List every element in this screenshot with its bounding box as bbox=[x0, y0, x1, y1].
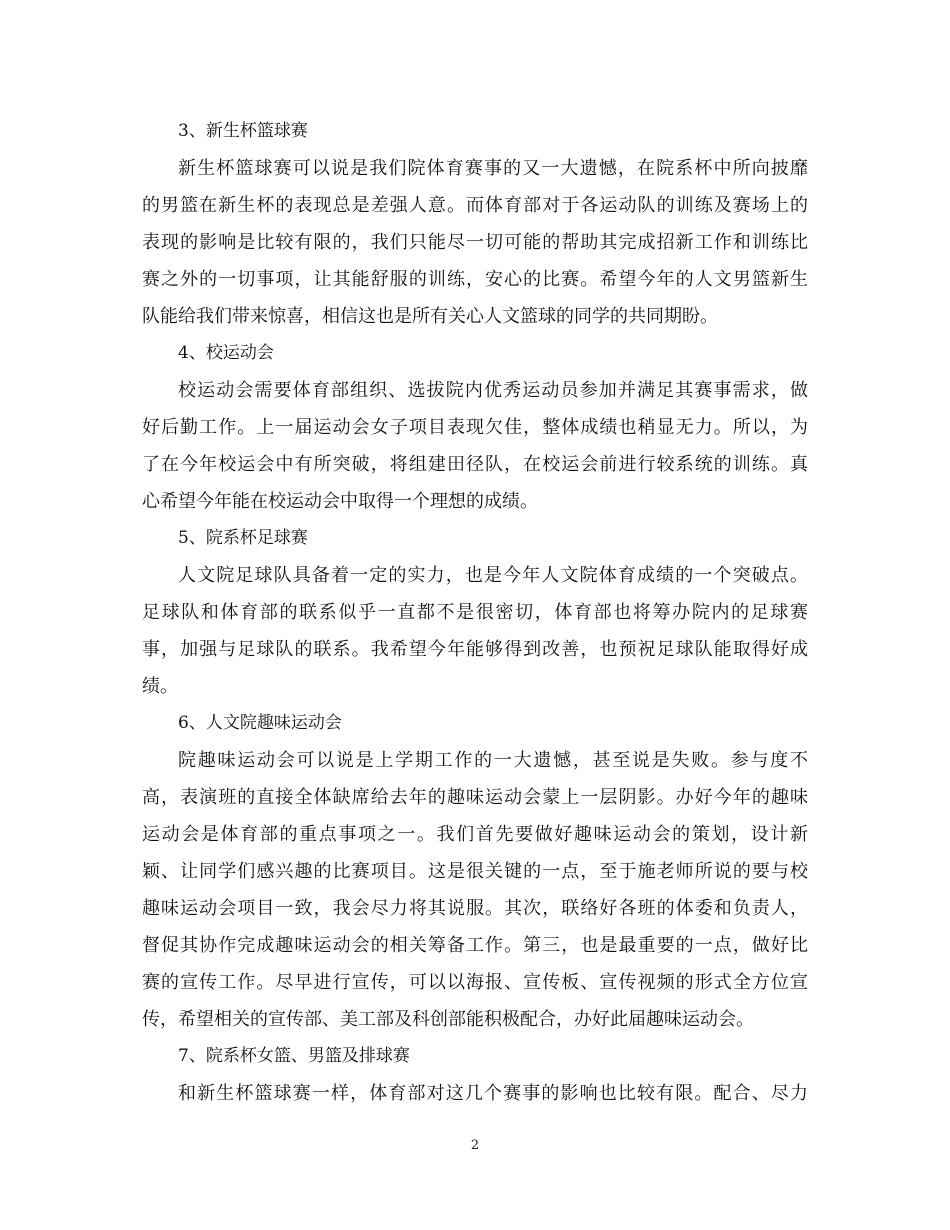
page-number: 2 bbox=[470, 1138, 480, 1153]
paragraph-line: 事，加强与足球队的联系。我希望今年能够得到改善，也预祝足球队能取得好成 bbox=[142, 639, 808, 660]
section-heading: 5、院系杯足球赛 bbox=[178, 528, 308, 548]
paragraph-line: 绩。 bbox=[142, 676, 178, 697]
paragraph-line: 高，表演班的直接全体缺席给去年的趣味运动会蒙上一层阴影。办好今年的趣味 bbox=[142, 787, 808, 808]
paragraph-line: 的男篮在新生杯的表现总是差强人意。而体育部对于各运动队的训练及赛场上的 bbox=[142, 195, 808, 216]
paragraph-line: 足球队和体育部的联系似乎一直都不是很密切，体育部也将筹办院内的足球赛 bbox=[142, 602, 808, 623]
paragraph-line: 督促其协作完成趣味运动会的相关筹备工作。第三，也是最重要的一点，做好比 bbox=[142, 935, 808, 956]
paragraph-line: 新生杯篮球赛可以说是我们院体育赛事的又一大遗憾，在院系杯中所向披靡 bbox=[178, 158, 808, 179]
paragraph-line: 赛之外的一切事项，让其能舒服的训练，安心的比赛。希望今年的人文男篮新生 bbox=[142, 269, 808, 290]
section-heading: 3、新生杯篮球赛 bbox=[178, 121, 308, 141]
paragraph-line: 心希望今年能在校运动会中取得一个理想的成绩。 bbox=[142, 491, 538, 512]
paragraph-line: 和新生杯篮球赛一样，体育部对这几个赛事的影响也比较有限。配合、尽力 bbox=[178, 1083, 808, 1104]
section-heading: 7、院系杯女篮、男篮及排球赛 bbox=[178, 1046, 410, 1066]
paragraph-line: 校运动会需要体育部组织、选拔院内优秀运动员参加并满足其赛事需求，做 bbox=[178, 380, 808, 401]
paragraph-line: 好后勤工作。上一届运动会女子项目表现欠佳，整体成绩也稍显无力。所以，为 bbox=[142, 417, 808, 438]
document-body bbox=[142, 113, 808, 1112]
section-heading: 6、人文院趣味运动会 bbox=[178, 713, 342, 733]
section-heading: 4、校运动会 bbox=[178, 343, 274, 363]
paragraph-line: 表现的影响是比较有限的，我们只能尽一切可能的帮助其完成招新工作和训练比 bbox=[142, 232, 808, 253]
paragraph-line: 院趣味运动会可以说是上学期工作的一大遗憾，甚至说是失败。参与度不 bbox=[178, 750, 808, 771]
paragraph-line: 传，希望相关的宣传部、美工部及科创部能积极配合，办好此届趣味运动会。 bbox=[142, 1009, 754, 1030]
paragraph-line: 趣味运动会项目一致，我会尽力将其说服。其次，联络好各班的体委和负责人， bbox=[142, 898, 808, 919]
paragraph-line: 队能给我们带来惊喜，相信这也是所有关心人文篮球的同学的共同期盼。 bbox=[142, 306, 718, 327]
paragraph-line: 运动会是体育部的重点事项之一。我们首先要做好趣味运动会的策划，设计新 bbox=[142, 824, 808, 845]
paragraph-line: 人文院足球队具备着一定的实力，也是今年人文院体育成绩的一个突破点。 bbox=[178, 565, 808, 586]
paragraph-line: 赛的宣传工作。尽早进行宣传，可以以海报、宣传板、宣传视频的形式全方位宣 bbox=[142, 972, 808, 993]
paragraph-line: 颖、让同学们感兴趣的比赛项目。这是很关键的一点，至于施老师所说的要与校 bbox=[142, 861, 808, 882]
paragraph-line: 了在今年校运会中有所突破，将组建田径队，在校运会前进行较系统的训练。真 bbox=[142, 454, 808, 475]
